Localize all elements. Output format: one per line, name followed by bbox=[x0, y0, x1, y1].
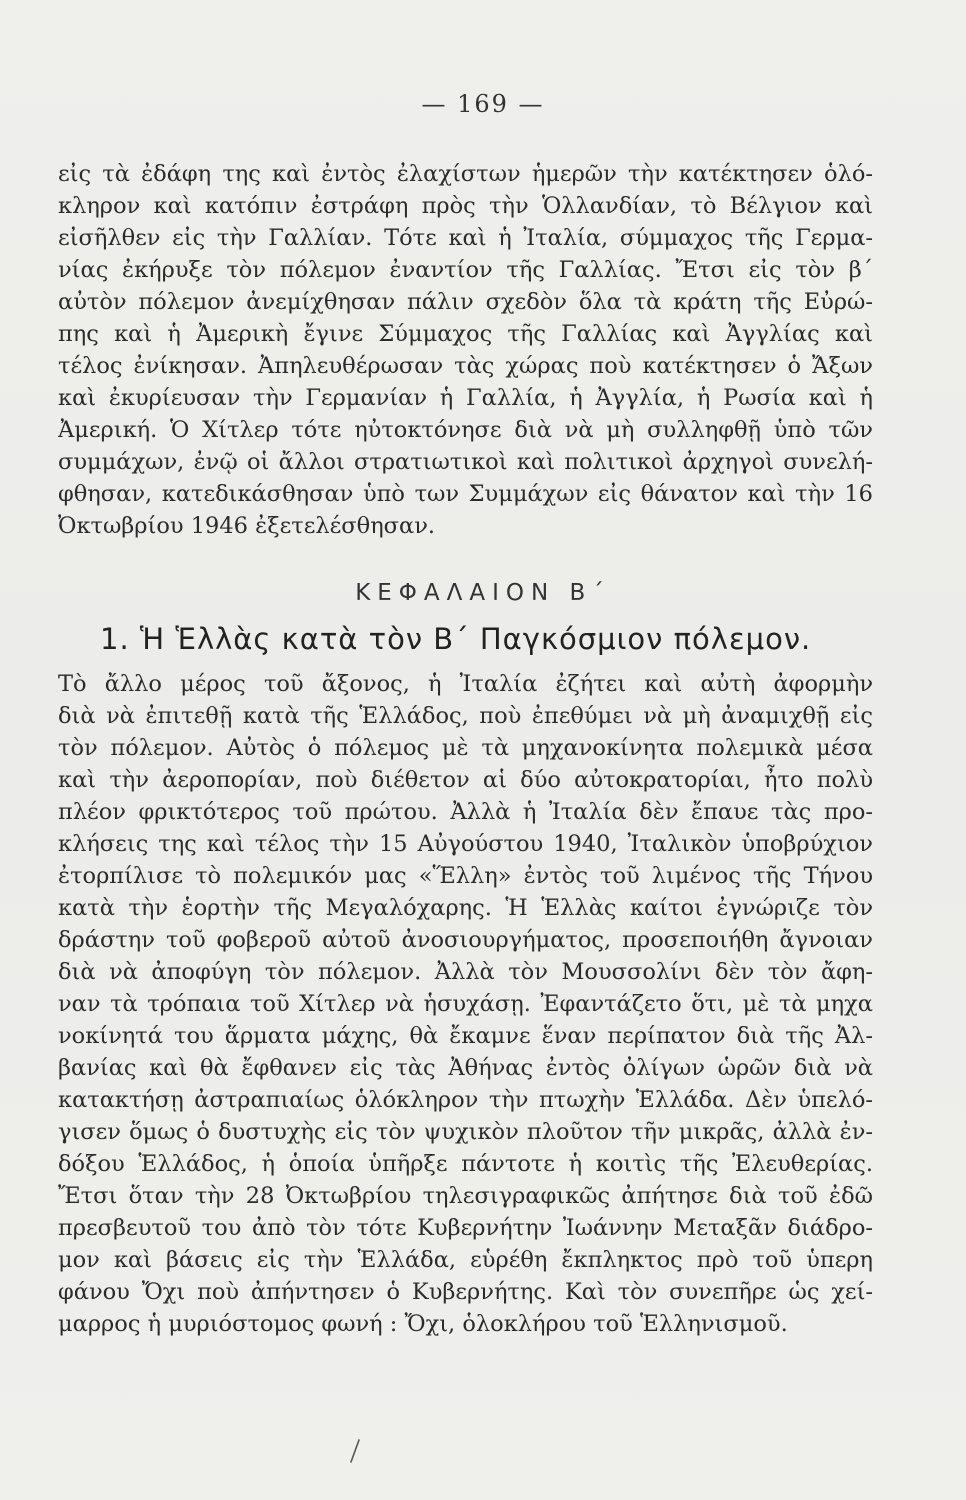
ink-mark bbox=[348, 1438, 362, 1464]
text-line: κατακτήσῃ ἀστραπιαίως ὁλόκληρον τὴν πτωχὴν Ἑλλάδα. Δὲν ὑπελό- bbox=[58, 1087, 873, 1113]
text-line: δόξου Ἑλλάδος, ἡ ὁποία ὑπῆρξε πάντοτε ἡ κοιτὶς τῆς Ἐλευθερίας. bbox=[58, 1151, 873, 1177]
text-line: εἰς τὰ ἐδάφη της καὶ ἐντὸς ἐλαχίστων ἡμερῶν τὴν κατέκτησεν ὁλό- bbox=[58, 161, 873, 187]
text-line: κλήσεις της καὶ τέλος τὴν 15 Αὐγούστου 1940, Ἰταλικὸν ὑποβρύχιον bbox=[58, 831, 873, 857]
text-line: τὸν πόλεμον. Αὐτὸς ὁ πόλεμος μὲ τὰ μηχανοκίνητα πολεμικὰ μέσα bbox=[58, 735, 873, 761]
page-number: — 169 — bbox=[421, 90, 545, 118]
text-line: Ἀμερική. Ὁ Χίτλερ τότε ηὐτοκτόνησε διὰ νὰ μὴ συλληφθῇ ὑπὸ τῶν bbox=[58, 417, 873, 443]
text-line: πρεσβευτοῦ του ἀπὸ τὸν τότε Κυβερνήτην Ἰωάννην Μεταξᾶν διάδρο- bbox=[58, 1215, 873, 1241]
text-line: συμμάχων, ἐνῷ οἱ ἄλλοι στρατιωτικοὶ καὶ πολιτικοὶ ἀρχηγοὶ συνελή- bbox=[58, 449, 873, 475]
text-line: αὐτὸν πόλεμον ἀνεμίχθησαν πάλιν σχεδὸν ὅλα τὰ κράτη τῆς Εὐρώ- bbox=[58, 289, 873, 315]
text-line: πλέον φρικτότερος τοῦ πρώτου. Ἀλλὰ ἡ Ἰταλία δὲν ἔπαυε τὰς προ- bbox=[58, 799, 873, 825]
section-heading: 1. Ἡ Ἑλλὰς κατὰ τὸν Β΄ Παγκόσμιον πόλεμον. bbox=[100, 622, 812, 656]
text-line: διὰ νὰ ἐπιτεθῇ κατὰ τῆς Ἑλλάδος, ποὺ ἐπεθύμει νὰ μὴ ἀναμιχθῇ εἰς bbox=[58, 703, 873, 729]
text-line: ναν τὰ τρόπαια τοῦ Χίτλερ νὰ ἡσυχάσῃ. Ἐφαντάζετο ὅτι, μὲ τὰ μηχα bbox=[58, 991, 873, 1017]
paragraph-ww2-outcome bbox=[58, 158, 873, 542]
text-line: βανίας καὶ θὰ ἔφθανεν εἰς τὰς Ἀθήνας ἐντὸς ὀλίγων ὡρῶν διὰ νὰ bbox=[58, 1055, 873, 1081]
text-line: εἰσῆλθεν εἰς τὴν Γαλλίαν. Τότε καὶ ἡ Ἰταλία, σύμμαχος τῆς Γερμα- bbox=[58, 225, 873, 251]
text-line: ἐτορπίλισε τὸ πολεμικόν μας «Ἕλλη» ἐντὸς τοῦ λιμένος τῆς Τήνου bbox=[58, 863, 873, 889]
text-line: κατὰ τὴν ἑορτὴν τῆς Μεγαλόχαρης. Ἡ Ἑλλὰς καίτοι ἐγνώριζε τὸν bbox=[58, 895, 873, 921]
paragraph-greece-in-ww2 bbox=[58, 668, 873, 1340]
text-line: νίας ἐκήρυξε τὸν πόλεμον ἐναντίον τῆς Γαλλίας. Ἔτσι εἰς τὸν β΄ bbox=[58, 257, 873, 283]
text-line: γισεν ὅμως ὁ δυστυχὴς εἰς τὸν ψυχικὸν πλοῦτον τῆν μικρᾶς, ἀλλὰ ἐν- bbox=[58, 1119, 873, 1145]
text-line: Ἔτσι ὅταν τὴν 28 Ὀκτωβρίου τηλεσιγραφικῶς ἀπήτησε διὰ τοῦ ἐδῶ bbox=[58, 1183, 873, 1209]
text-line: καὶ ἐκυρίευσαν τὴν Γερμανίαν ἡ Γαλλία, ἡ Ἀγγλία, ἡ Ρωσία καὶ ἡ bbox=[58, 385, 873, 411]
text-line: νοκίνητά του ἅρματα μάχης, θὰ ἔκαμνε ἕναν περίπατον διὰ τῆς Ἀλ- bbox=[58, 1023, 873, 1049]
text-line: κληρον καὶ κατόπιν ἐστράφη πρὸς τὴν Ὁλλανδίαν, τὸ Βέλγιον καὶ bbox=[58, 193, 873, 219]
text-line: διὰ νὰ ἀποφύγη τὸν πόλεμον. Ἀλλὰ τὸν Μουσσολίνι δὲν τὸν ἄφη- bbox=[58, 959, 873, 985]
text-line: καὶ τὴν ἀεροπορίαν, ποὺ διέθετον αἱ δύο αὐτοκρατορίαι, ἦτο πολὺ bbox=[58, 767, 873, 793]
text-line: μον καὶ βάσεις εἰς τὴν Ἑλλάδα, εὑρέθη ἔκπληκτος πρὸ τοῦ ὑπερη bbox=[58, 1247, 873, 1273]
text-line: πης καὶ ἡ Ἀμερικὴ ἔγινε Σύμμαχος τῆς Γαλλίας καὶ Ἀγγλίας καὶ bbox=[58, 321, 873, 347]
text-line: φθησαν, κατεδικάσθησαν ὑπὸ των Συμμάχων εἰς θάνατον καὶ τὴν 16 bbox=[58, 481, 873, 507]
text-line: φάνου Ὄχι ποὺ ἀπήντησεν ὁ Κυβερνήτης. Καὶ τὸν συνεπῆρε ὡς χεί- bbox=[58, 1279, 873, 1305]
text-line: τέλος ἐνίκησαν. Ἀπηλευθέρωσαν τὰς χώρας ποὺ κατέκτησεν ὁ Ἄξων bbox=[58, 353, 873, 379]
text-line: Ὀκτωβρίου 1946 ἐξετελέσθησαν. bbox=[58, 513, 436, 539]
text-line: Τὸ ἄλλο μέρος τοῦ ἄξονος, ἡ Ἰταλία ἐζήτει καὶ αὐτὴ ἀφορμὴν bbox=[58, 671, 873, 697]
text-line: μαρρος ἡ μυριόστομος φωνή : Ὄχι, ὁλοκλήρου τοῦ Ἑλληνισμοῦ. bbox=[58, 1311, 788, 1337]
chapter-heading: ΚΕΦΑΛΑΙΟΝ Β΄ bbox=[355, 580, 611, 606]
text-line: δράστην τοῦ φοβεροῦ αὐτοῦ ἀνοσιουργήματος, προσεποιήθη ἄγνοιαν bbox=[58, 927, 873, 953]
